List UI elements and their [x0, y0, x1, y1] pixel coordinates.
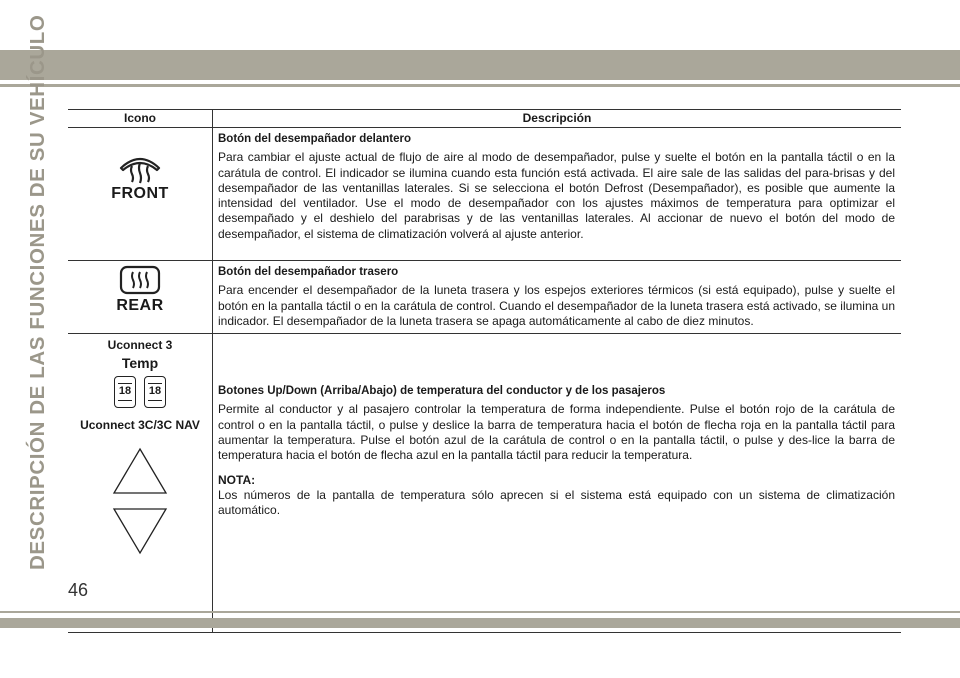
header-band: [0, 50, 960, 80]
temp-label: Temp: [121, 355, 159, 372]
front-icon-label: FRONT: [111, 185, 169, 202]
note-body: Los números de la pantalla de temperatura sólo aprecen si el sistema está equipado con un sistema de climatización automático.: [218, 487, 895, 518]
table-row: [68, 334, 901, 633]
table-row: [68, 128, 901, 261]
row-body: Para encender el desempañador de la luneta trasera y los espejos exteriores térmicos (si está equipado), pulse y suelte el botón en la pantalla táctil o en la carátula de control. Cuando el desempañador de la luneta trasera está activado, se ilumina un indicador. El desempañador de la luneta trasera se apaga automáticamente al cabo de diez minutos.: [218, 283, 895, 328]
description-cell: [213, 128, 902, 261]
rear-icon-label: REAR: [116, 297, 164, 314]
icon-cell: [68, 261, 213, 334]
column-header-icon: Icono: [68, 110, 213, 128]
front-defrost-icon: [118, 152, 162, 186]
driver-temp-value: 18: [114, 376, 136, 408]
column-header-description: Descripción: [213, 110, 902, 128]
temp-up-arrow-icon: [112, 447, 168, 495]
table-row: [68, 261, 901, 334]
description-cell: [213, 261, 902, 334]
uconnect-3-caption: Uconnect 3: [107, 338, 173, 353]
header-rule: [0, 84, 960, 87]
rear-defrost-icon: [117, 264, 163, 298]
row-body: Permite al conductor y al pasajero controlar la temperatura de forma independiente. Pulse el botón rojo de la carátula de control o en la pantalla táctil, o pulse y deslice la barra de temperatura hacia el botón de flecha roja en la pantalla táctil para aumentar la temperatura. Pulse el botón azul de la carátula de control o en la pantalla táctil, o pulse y des-lice la barra de temperatura hacia el botón de flecha azul en la pantalla táctil para reducir la temperatura.: [218, 402, 895, 463]
temp-down-arrow-icon: [112, 507, 168, 555]
icon-cell: [68, 128, 213, 261]
temp-display: [114, 376, 166, 408]
row-title: Botón del desempañador trasero: [218, 266, 399, 278]
description-cell: [213, 334, 902, 633]
footer-rule: [0, 611, 960, 613]
side-section-title: DESCRIPCIÓN DE LAS FUNCIONES DE SU VEHÍCULO: [26, 14, 49, 570]
page-number: 46: [68, 580, 89, 600]
table-header-row: [68, 110, 901, 128]
row-body: Para cambiar el ajuste actual de flujo de aire al modo de desempañador, pulse y suelte el botón en la pantalla táctil o en la carátula de control. El indicador se ilumina cuando esta función está activada. El aire sale de las salidas del para-brisas y del desempañador de las ventanillas laterales. Si se selecciona el botón Defrost (Desempañador), es posible que aumente la intensidad del ventilador. Use el modo de desempañador con los ajustes máximos de temperatura para optimizar el desempañado y el deshielo del parabrisas y de las ventanillas laterales. Al accionar de nuevo el botón del modo de desempañador, el sistema de climatización volverá al ajuste anterior.: [218, 150, 895, 241]
row-title: Botón del desempañador delantero: [218, 133, 411, 145]
passenger-temp-value: 18: [144, 376, 166, 408]
controls-table: [68, 109, 901, 633]
uconnect-3c-caption: Uconnect 3C/3C NAV: [80, 417, 200, 432]
footer-band: [0, 618, 960, 628]
row-title: Botones Up/Down (Arriba/Abajo) de temperatura del conductor y de los pasajeros: [218, 385, 666, 398]
note-title: NOTA:: [218, 472, 256, 487]
icon-cell: [68, 334, 213, 633]
